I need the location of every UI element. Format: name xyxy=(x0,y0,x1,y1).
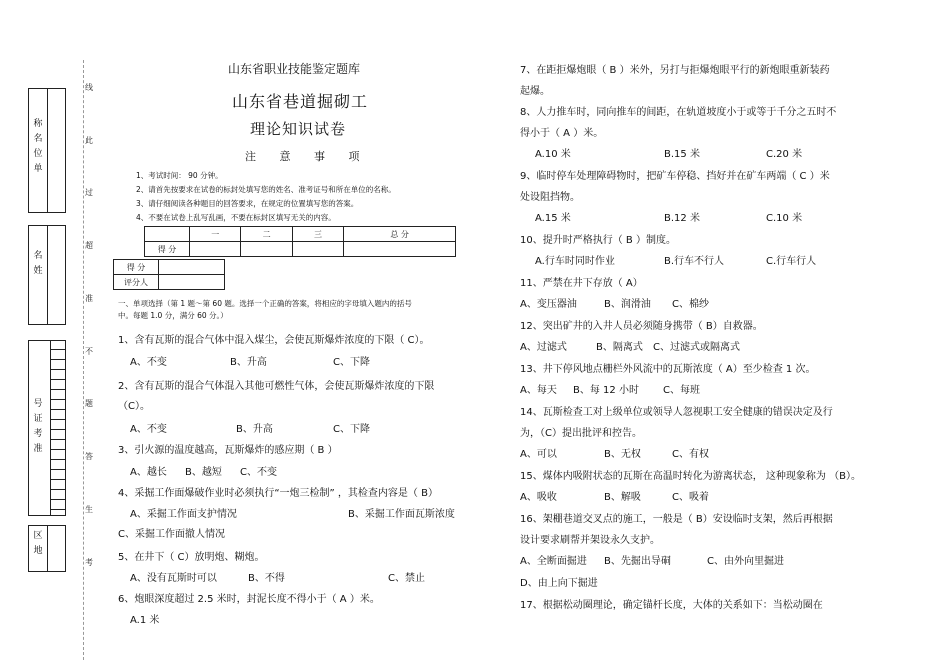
section-intro-1: 一、单项选择（第 1 题～第 60 题。选择一个正确的答案，将相应的字母填入题内的括号 xyxy=(118,299,412,308)
question-stem: 12、突出矿井的入井人员必须随身携带（ B）自救器。 xyxy=(520,321,763,332)
answer-option: D、由上向下掘进 xyxy=(520,578,598,589)
answer-option: C、由外向里掘进 xyxy=(707,556,784,567)
question-stem: 17、根据松动圈理论，确定锚杆长度，大体的关系如下：当松动圈在 xyxy=(520,600,823,611)
region-label: 区 地 xyxy=(33,531,43,556)
answer-option: B、润滑油 xyxy=(604,299,651,310)
region-line xyxy=(47,525,48,572)
question-stem: 7、在距拒爆炮眼（ B ）米外，另打与拒爆炮眼平行的新炮眼重新装药 xyxy=(520,65,830,76)
score-row-label: 得 分 xyxy=(145,242,190,257)
binding-dashed-line xyxy=(83,60,84,660)
binding-char: 答 xyxy=(85,452,93,461)
answer-option: A.10 米 xyxy=(535,149,571,160)
question-stem: 8、人力推车时，同向推车的间距，在轨道坡度小于或等于千分之五时不 xyxy=(520,107,837,118)
score-col-2: 二 xyxy=(241,227,292,242)
binding-char: 考 xyxy=(85,558,93,567)
exam-id-label: 号 证 考 准 xyxy=(33,399,43,454)
question-stem: 5、在井下（ C）放明炮、糊炮。 xyxy=(118,552,265,563)
answer-option: B、每 12 小时 xyxy=(573,385,639,396)
answer-option: B、升高 xyxy=(236,424,273,435)
score-col-total: 总 分 xyxy=(344,227,456,242)
binding-char: 线 xyxy=(85,83,93,92)
unit-name-line xyxy=(47,88,48,213)
note-3: 3、请仔细阅读各种题目的回答要求，在规定的位置填写您的答案。 xyxy=(136,199,359,208)
answer-option: C.行车行人 xyxy=(766,256,817,267)
question-stem: 11、严禁在井下存放（ A） xyxy=(520,278,643,289)
answer-option: C.20 米 xyxy=(766,149,803,160)
binding-char: 超 xyxy=(85,241,93,250)
question-stem: 2、含有瓦斯的混合气体混入其他可燃性气体，会使瓦斯爆炸浓度的下限 xyxy=(118,381,435,392)
answer-option: A.行车时同时作业 xyxy=(535,256,615,267)
answer-option: A.15 米 xyxy=(535,213,571,224)
answer-option: A、全断面掘进 xyxy=(520,556,587,567)
question-stem: 10、提升时严格执行（ B ）制度。 xyxy=(520,235,676,246)
answer-option: C、棉纱 xyxy=(672,299,709,310)
answer-option: A、采掘工作面支护情况 xyxy=(130,509,237,520)
answer-option: C、下降 xyxy=(333,357,370,368)
binding-char: 过 xyxy=(85,188,93,197)
unit-name-label: 称 名 位 单 xyxy=(33,119,43,174)
question-stem: 起爆。 xyxy=(520,86,550,97)
answer-option: A.1 米 xyxy=(130,615,160,626)
answer-option: B、升高 xyxy=(230,357,267,368)
answer-option: C、过滤式或隔离式 xyxy=(653,342,740,353)
grader-table xyxy=(113,259,225,290)
question-stem: 13、井下停风地点栅栏外风流中的瓦斯浓度（ A）至少检查 1 次。 xyxy=(520,364,816,375)
question-stem: （C）。 xyxy=(118,401,150,412)
question-stem: 得小于（ A ）米。 xyxy=(520,128,604,139)
answer-option: C、禁止 xyxy=(388,573,425,584)
grader-name-label: 评分人 xyxy=(114,275,159,290)
grader-score-cell[interactable] xyxy=(159,260,225,275)
exam-subtitle: 理论知识试卷 xyxy=(250,120,347,138)
grader-name-cell[interactable] xyxy=(159,275,225,290)
question-stem: 9、临时停车处理障碍物时，把矿车停稳、挡好并在矿车两端（ C ）米 xyxy=(520,171,830,182)
score-col-1: 一 xyxy=(190,227,241,242)
question-stem: 15、煤体内吸附状态的瓦斯在高温时转化为游离状态， 这种现象称为 （B）。 xyxy=(520,471,861,482)
note-1: 1、考试时间： 90 分钟。 xyxy=(136,171,223,180)
score-table xyxy=(144,226,456,257)
answer-option: B、越短 xyxy=(185,467,222,478)
answer-option: B、隔离式 xyxy=(596,342,643,353)
answer-option: A、每天 xyxy=(520,385,557,396)
answer-option: A、吸收 xyxy=(520,492,557,503)
answer-option: B.12 米 xyxy=(664,213,700,224)
score-cell-total[interactable] xyxy=(344,242,456,257)
question-stem: 设计要求刷帮并架设永久支护。 xyxy=(520,535,660,546)
name-line xyxy=(47,225,48,325)
answer-option: C.10 米 xyxy=(766,213,803,224)
binding-char: 准 xyxy=(85,294,93,303)
answer-option: C、吸着 xyxy=(672,492,709,503)
binding-char: 此 xyxy=(85,136,93,145)
question-bank-title: 山东省职业技能鉴定题库 xyxy=(228,62,361,76)
answer-option: B、先掘出导硐 xyxy=(604,556,671,567)
section-intro-2: 中。每题 1.0 分，满分 60 分。） xyxy=(118,311,228,320)
question-stem: 处设阻挡物。 xyxy=(520,192,580,203)
notice-heading: 注 意 事 项 xyxy=(245,150,370,163)
answer-option: A、没有瓦斯时可以 xyxy=(130,573,217,584)
exam-title: 山东省巷道掘砌工 xyxy=(232,92,369,111)
exam-id-grid xyxy=(50,340,66,516)
answer-option: B.15 米 xyxy=(664,149,700,160)
question-stem: 16、架棚巷道交叉点的施工，一般是（ B）安设临时支架，然后再根据 xyxy=(520,514,833,525)
answer-option: A、不变 xyxy=(130,424,167,435)
name-label: 名 姓 xyxy=(33,251,43,276)
question-stem: 3、引火源的温度越高，瓦斯爆炸的感应期（ B ） xyxy=(118,445,338,456)
note-4: 4、不要在试卷上乱写乱画，不要在标封区填写无关的内容。 xyxy=(136,213,336,222)
answer-option: C、下降 xyxy=(333,424,370,435)
question-stem: 4、采掘工作面爆破作业时必须执行“一炮三检制” ，其检查内容是（ B） xyxy=(118,488,438,499)
note-2: 2、请首先按要求在试卷的标封处填写您的姓名、准考证号和所在单位的名称。 xyxy=(136,185,396,194)
question-stem: 14、瓦斯检查工对上级单位或领导人忽视职工安全健康的错误决定及行 xyxy=(520,407,833,418)
answer-option: B、采掘工作面瓦斯浓度 xyxy=(348,509,455,520)
answer-option: C、采掘工作面撤人情况 xyxy=(118,529,225,540)
answer-option: C、有权 xyxy=(672,449,709,460)
answer-option: A、可以 xyxy=(520,449,557,460)
score-cell-1[interactable] xyxy=(190,242,241,257)
binding-char: 不 xyxy=(85,347,93,356)
score-cell-2[interactable] xyxy=(241,242,292,257)
binding-char: 题 xyxy=(85,399,93,408)
question-stem: 为，（C）提出批评和控告。 xyxy=(520,428,642,439)
answer-option: A、变压器油 xyxy=(520,299,577,310)
answer-option: A、越长 xyxy=(130,467,167,478)
answer-option: A、不变 xyxy=(130,357,167,368)
binding-char: 生 xyxy=(85,505,93,514)
answer-option: A、过滤式 xyxy=(520,342,567,353)
answer-option: B、解吸 xyxy=(604,492,641,503)
answer-option: B、无权 xyxy=(604,449,641,460)
answer-option: C、每班 xyxy=(663,385,700,396)
answer-option: B.行车不行人 xyxy=(664,256,725,267)
score-cell-3[interactable] xyxy=(292,242,343,257)
answer-option: B、不得 xyxy=(248,573,285,584)
grader-score-label: 得 分 xyxy=(114,260,159,275)
question-stem: 1、含有瓦斯的混合气体中混入煤尘，会使瓦斯爆炸浓度的下限（ C）。 xyxy=(118,335,430,346)
score-col-3: 三 xyxy=(292,227,343,242)
question-stem: 6、炮眼深度超过 2.5 米时，封泥长度不得小于（ A ）米。 xyxy=(118,594,380,605)
answer-option: C、不变 xyxy=(240,467,277,478)
